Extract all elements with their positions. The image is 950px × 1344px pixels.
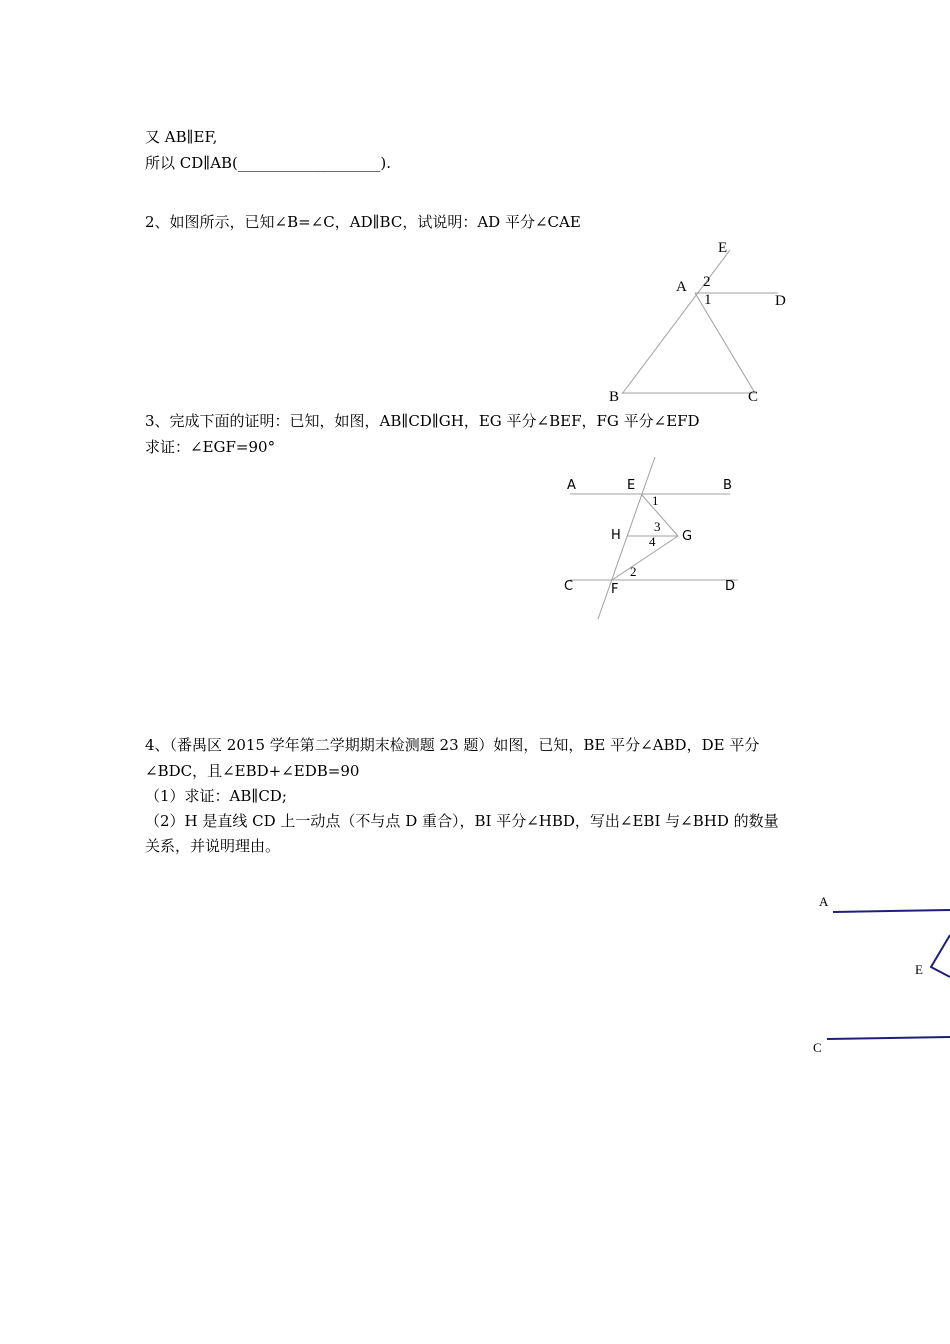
question-4-line-1: 4、（番禺区 2015 学年第二学期期末检测题 23 题）如图，已知，BE 平分∠ABD，DE 平分 [145, 736, 760, 754]
label-e: E [915, 962, 923, 977]
label-f: F [611, 582, 619, 597]
figure-triangle [590, 230, 820, 410]
label-c: C [748, 389, 759, 405]
label-a: A [676, 279, 687, 295]
label-angle-1: 1 [704, 292, 712, 308]
label-e: E [627, 478, 636, 493]
question-4-line-4: （2）H 是直线 CD 上一动点（不与点 D 重合），BI 平分∠HBD，写出∠EBI 与∠BHD 的数量 [145, 812, 779, 830]
label-angle-2: 2 [703, 274, 711, 290]
text-line-cd-parallel-ab: 所以 CD∥AB(___________________). [145, 154, 392, 172]
question-3-line-2: 求证：∠EGF=90° [145, 438, 276, 456]
label-angle-3: 3 [654, 519, 661, 534]
line-ab [833, 910, 950, 912]
line-be-de [931, 935, 950, 977]
line-a-to-c [695, 293, 755, 393]
label-angle-1: 1 [652, 493, 659, 508]
label-g: G [682, 529, 693, 544]
question-4-line-3: （1）求证：AB∥CD; [145, 787, 287, 805]
label-a: A [819, 894, 829, 909]
label-c: C [564, 579, 574, 594]
line-e-to-b [622, 250, 730, 394]
question-3-line-1: 3、完成下面的证明：已知，如图，AB∥CD∥GH，EG 平分∠BEF，FG 平分∠EFD [145, 412, 700, 430]
figure-parallel-lines [555, 450, 755, 625]
label-d: D [725, 579, 736, 594]
label-e: E [718, 240, 728, 256]
label-angle-2: 2 [630, 564, 637, 579]
label-a: A [567, 478, 576, 493]
label-c: C [813, 1040, 822, 1055]
label-angle-4: 4 [649, 534, 656, 549]
question-4-line-5: 关系，并说明理由。 [145, 837, 281, 855]
figure-question-4 [800, 885, 950, 1065]
label-h: H [611, 528, 621, 543]
text-line-ab-parallel-ef: 又 AB∥EF, [145, 128, 218, 146]
question-4-line-2: ∠BDC，且∠EBD+∠EDB=90 [145, 762, 360, 780]
line-cd [827, 1037, 950, 1039]
label-b: B [609, 389, 620, 405]
line-fg [612, 536, 678, 580]
label-b: B [723, 478, 732, 493]
label-d: D [775, 293, 786, 309]
question-2-text: 2、如图所示，已知∠B=∠C，AD∥BC，试说明：AD 平分∠CAE [145, 213, 581, 231]
